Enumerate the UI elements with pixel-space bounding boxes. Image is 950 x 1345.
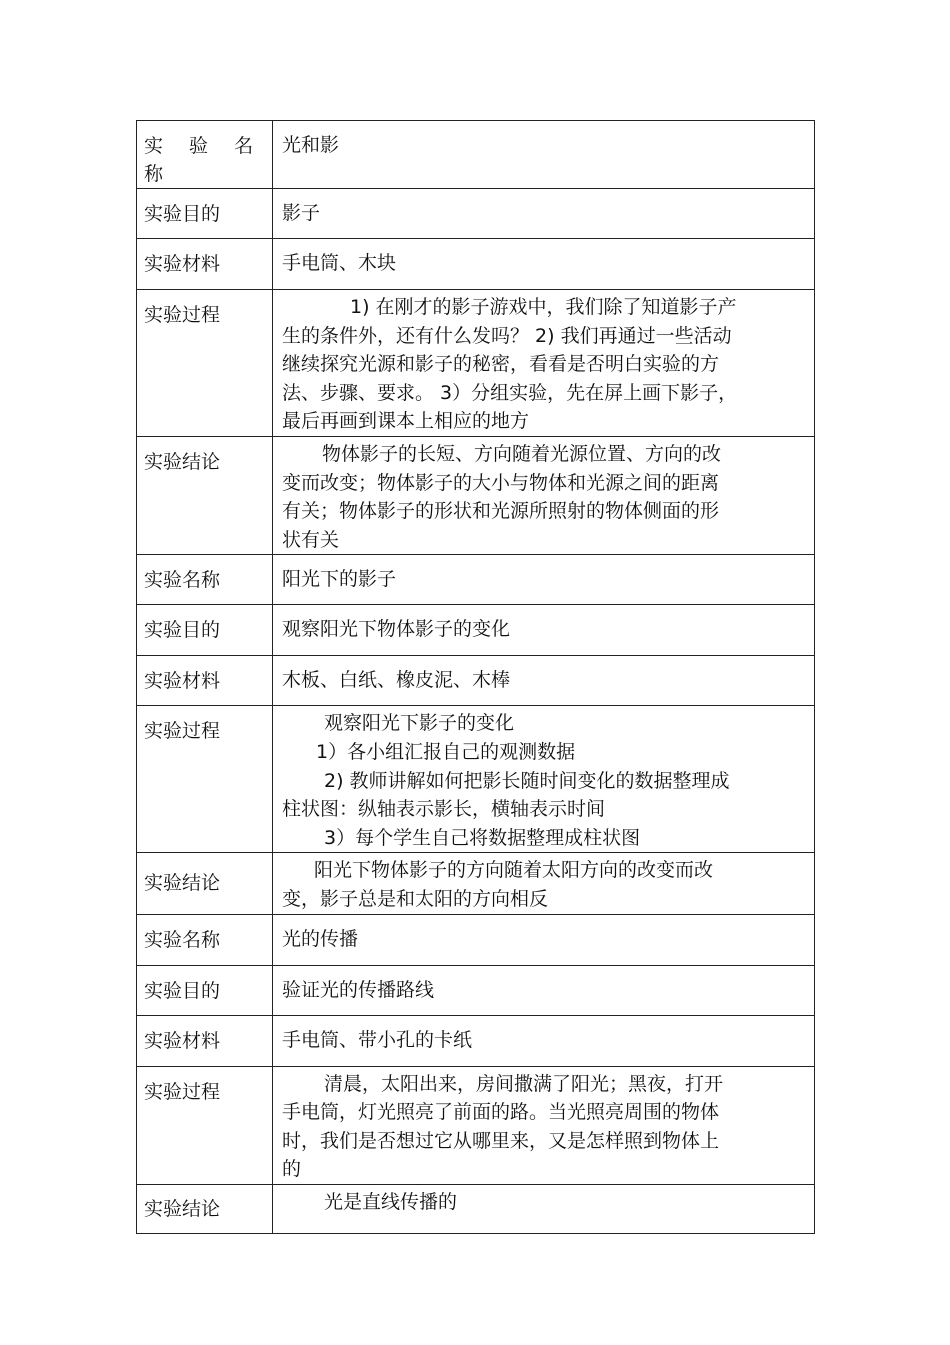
text-line: 观察阳光下影子的变化 <box>324 712 515 735</box>
text-line: 生的条件外，还有什么发吗？ 2) 我们再通过一些活动 <box>282 324 732 347</box>
text-line: 法、步骤、要求。 3）分组实验，先在屏上画下影子， <box>282 381 738 404</box>
text-line: 最后再画到课本上相应的地方 <box>282 410 530 433</box>
row-label: 实验过程 <box>137 706 273 853</box>
row-value: 阳光下的影子 <box>273 555 815 605</box>
table-row <box>137 853 815 914</box>
row-value: 光和影 <box>273 121 815 189</box>
row-value <box>273 853 815 914</box>
text-line: 2) 教师讲解如何把影长随时间变化的数据整理成 <box>324 769 730 792</box>
row-label: 实验材料 <box>137 656 273 706</box>
table-row <box>137 914 815 965</box>
table-row <box>137 189 815 239</box>
row-label: 实验过程 <box>137 290 273 437</box>
table-row <box>137 1184 815 1233</box>
row-value <box>273 290 815 437</box>
row-label: 实验材料 <box>137 1015 273 1066</box>
row-value: 光的传播 <box>273 914 815 965</box>
text-line: 物体影子的长短、方向随着光源位置、方向的改 <box>322 442 722 465</box>
text-line: 有关；物体影子的形状和光源所照射的物体侧面的形 <box>282 500 720 523</box>
row-label: 实验结论 <box>137 436 273 554</box>
table-row <box>137 1015 815 1066</box>
table-row <box>137 239 815 290</box>
row-label: 实验名称 <box>137 555 273 605</box>
table-row <box>137 121 815 189</box>
row-label: 实验目的 <box>137 189 273 239</box>
row-value: 手电筒、木块 <box>273 239 815 290</box>
table-row <box>137 290 815 437</box>
row-label: 实验过程 <box>137 1066 273 1184</box>
row-value <box>273 706 815 853</box>
row-value <box>273 1066 815 1184</box>
text-line: 柱状图：纵轴表示影长，横轴表示时间 <box>282 798 606 821</box>
text-line: 变而改变；物体影子的大小与物体和光源之间的距离 <box>282 471 720 494</box>
row-label: 实 验 名 称 <box>137 121 273 189</box>
text-line: 时，我们是否想过它从哪里来，又是怎样照到物体上 <box>282 1129 720 1152</box>
row-label: 实验目的 <box>137 965 273 1015</box>
text-line: 清晨，太阳出来，房间撒满了阳光；黑夜，打开 <box>324 1072 724 1095</box>
row-label: 实验结论 <box>137 853 273 914</box>
text-line: 1) 在刚才的影子游戏中，我们除了知道影子产 <box>350 296 737 318</box>
row-value <box>273 436 815 554</box>
text-line: 继续探究光源和影子的秘密，看看是否明白实验的方 <box>282 353 720 376</box>
text-line: 1）各小组汇报自己的观测数据 <box>316 740 576 763</box>
text-line: 变，影子总是和太阳的方向相反 <box>282 887 549 910</box>
row-label: 实验结论 <box>137 1184 273 1233</box>
row-value: 木板、白纸、橡皮泥、木棒 <box>273 656 815 706</box>
row-label: 实验名称 <box>137 914 273 965</box>
row-value: 影子 <box>273 189 815 239</box>
row-value: 验证光的传播路线 <box>273 965 815 1015</box>
table-row <box>137 656 815 706</box>
row-value <box>273 1184 815 1233</box>
table-row <box>137 1066 815 1184</box>
table-row <box>137 555 815 605</box>
text-line: 的 <box>282 1158 302 1181</box>
table-row <box>137 436 815 554</box>
row-label: 实验材料 <box>137 239 273 290</box>
table-row <box>137 965 815 1015</box>
experiment-table <box>136 120 815 1234</box>
table-row <box>137 706 815 853</box>
row-label: 实验目的 <box>137 605 273 656</box>
table-row <box>137 605 815 656</box>
text-line: 光是直线传播的 <box>324 1190 458 1213</box>
text-line: 3）每个学生自己将数据整理成柱状图 <box>324 826 641 849</box>
text-line: 状有关 <box>282 528 340 551</box>
text-line: 阳光下物体影子的方向随着太阳方向的改变而改 <box>314 859 714 882</box>
row-value: 观察阳光下物体影子的变化 <box>273 605 815 656</box>
text-line: 手电筒，灯光照亮了前面的路。当光照亮周围的物体 <box>282 1101 720 1124</box>
row-value: 手电筒、带小孔的卡纸 <box>273 1015 815 1066</box>
